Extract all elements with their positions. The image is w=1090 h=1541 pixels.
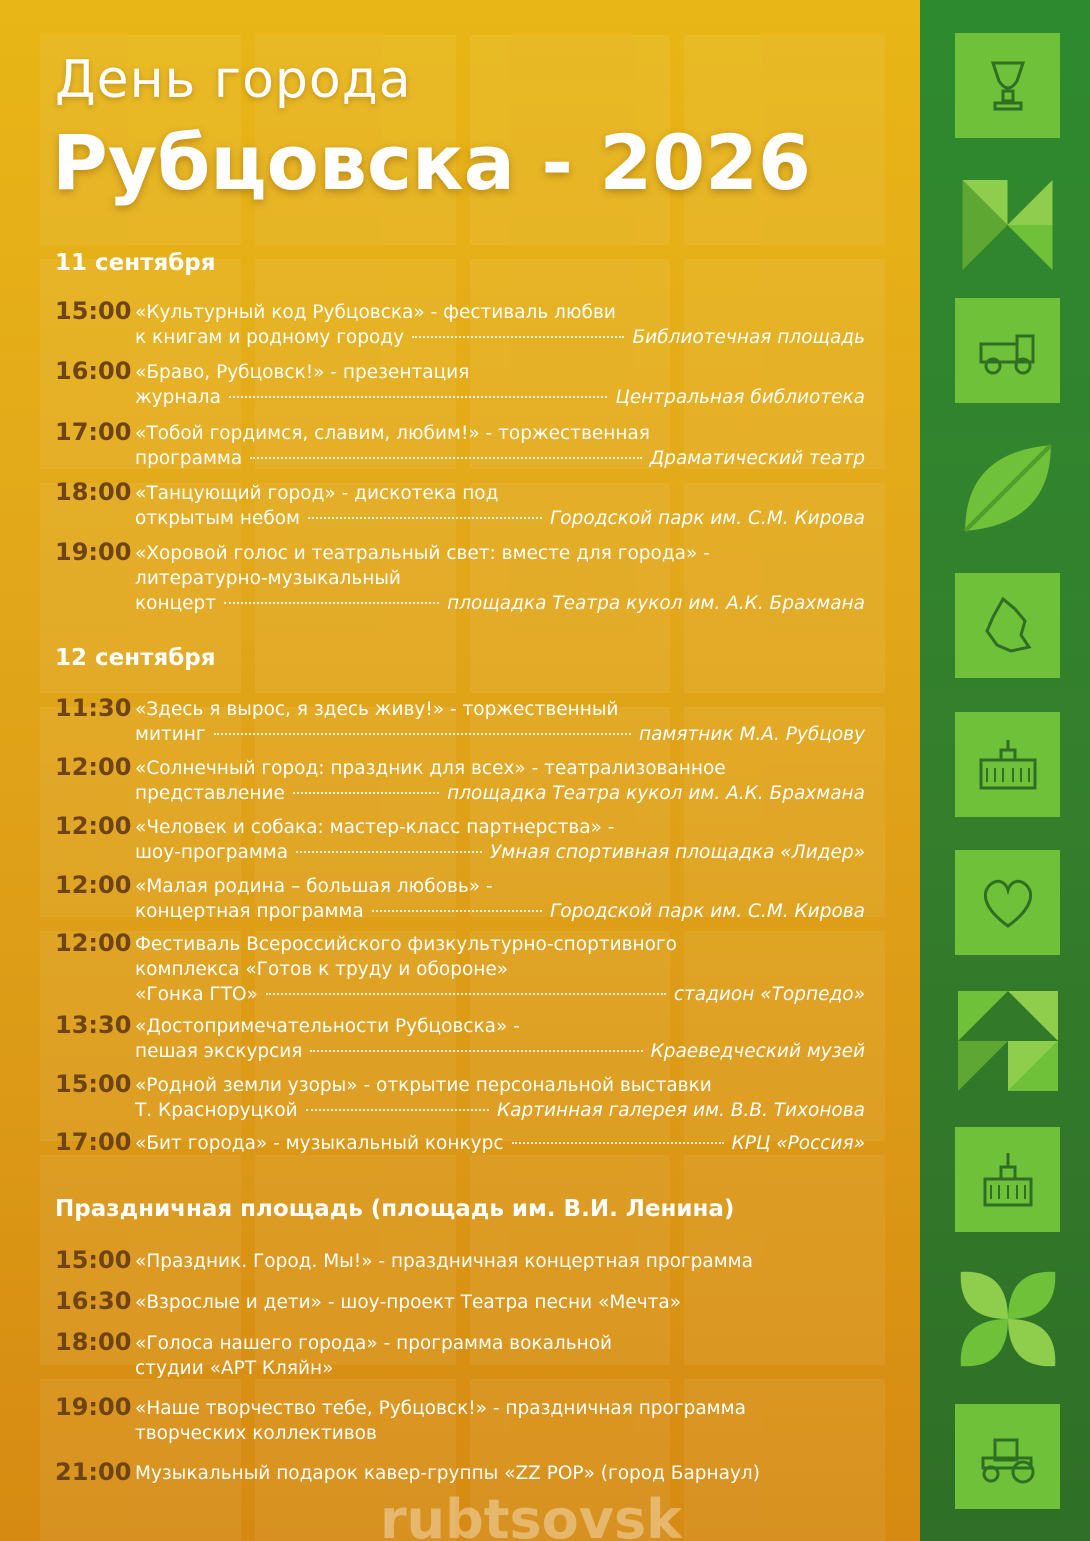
event-time: 18:00	[55, 1328, 132, 1356]
event-time: 12:00	[55, 929, 132, 957]
event-description	[135, 360, 865, 410]
event-text-line: пешая экскурсия	[135, 1041, 303, 1062]
event-text-line: «Тобой гордимся, славим, любим!» - торжественная	[135, 423, 650, 444]
event-item	[55, 1246, 865, 1274]
event-place: Библиотечная площадь	[632, 327, 865, 348]
vase-icon	[955, 33, 1060, 138]
event-text-line: литературно-музыкальный	[135, 568, 401, 589]
event-text-line: открытым небом	[135, 508, 301, 529]
event-text-line: представление	[135, 783, 285, 804]
dotted-leader	[412, 336, 624, 338]
event-time: 11:30	[55, 694, 132, 722]
section-title: 12 сентября	[55, 645, 216, 671]
dotted-leader	[250, 457, 642, 459]
event-text-line: студии «АРТ Кляйн»	[135, 1358, 334, 1379]
title-line-2: Рубцовска - 2026	[52, 118, 811, 207]
event-item	[55, 1287, 865, 1315]
event-time: 12:00	[55, 871, 132, 899]
event-item	[55, 538, 865, 616]
event-place: Драматический театр	[649, 448, 865, 469]
section-title: Праздничная площадь (площадь им. В.И. Ленина)	[55, 1196, 735, 1222]
event-item	[55, 1458, 865, 1486]
dotted-leader	[266, 993, 666, 995]
event-text-line: «Родной земли узоры» - открытие персональной выставки	[135, 1075, 712, 1096]
event-item	[55, 929, 865, 1007]
event-text-line: митинг	[135, 724, 206, 745]
dotted-leader	[229, 396, 608, 398]
event-description	[135, 300, 865, 350]
event-time: 19:00	[55, 538, 132, 566]
event-text-line: Музыкальный подарок кавер-группы «ZZ POP» (город Барнаул)	[135, 1463, 760, 1484]
event-text-line: концерт	[135, 593, 217, 614]
event-time: 21:00	[55, 1458, 132, 1486]
four-petals-icon	[955, 1266, 1060, 1371]
event-text-line: концертная программа	[135, 901, 364, 922]
event-place: Городской парк им. С.М. Кирова	[550, 901, 865, 922]
event-description	[135, 421, 865, 471]
event-item	[55, 1393, 865, 1446]
event-place: КРЦ «Россия»	[731, 1133, 865, 1154]
event-description	[135, 1073, 865, 1123]
tractor-icon	[955, 1404, 1060, 1509]
event-time: 15:00	[55, 1070, 132, 1098]
event-text-line: «Достопримечательности Рубцовска» -	[135, 1016, 520, 1037]
event-place: Центральная библиотека	[615, 387, 865, 408]
building-icon	[955, 712, 1060, 817]
dotted-leader	[306, 1109, 489, 1111]
event-place: площадка Театра кукол им. А.К. Брахмана	[447, 593, 865, 614]
dotted-leader	[296, 851, 482, 853]
event-description	[135, 874, 865, 924]
event-time: 17:00	[55, 1128, 132, 1156]
event-item	[55, 297, 865, 350]
event-description	[135, 697, 865, 747]
event-place: Краеведческий музей	[650, 1041, 865, 1062]
event-item	[55, 1128, 865, 1156]
leaf-icon	[955, 435, 1060, 540]
event-time: 19:00	[55, 1393, 132, 1421]
event-description	[135, 1014, 865, 1064]
sidebar	[920, 0, 1090, 1541]
dotted-leader	[310, 1050, 642, 1052]
triangles-icon	[955, 988, 1060, 1093]
event-description	[135, 1131, 865, 1156]
event-text-line: Фестиваль Всероссийского физкультурно-спортивного	[135, 934, 677, 955]
event-place: Картинная галерея им. В.В. Тихонова	[497, 1100, 865, 1121]
event-description	[135, 1290, 865, 1315]
region-map-icon	[955, 573, 1060, 678]
dotted-leader	[214, 733, 631, 735]
section-title: 11 сентября	[55, 250, 216, 276]
event-text-line: «Взрослые и дети» - шоу-проект Театра песни «Мечта»	[135, 1292, 682, 1313]
event-text-line: творческих коллективов	[135, 1423, 377, 1444]
event-item	[55, 1011, 865, 1064]
event-text-line: «Праздник. Город. Мы!» - праздничная концертная программа	[135, 1251, 753, 1272]
k-letter-icon	[955, 172, 1060, 277]
event-item	[55, 812, 865, 865]
event-time: 16:00	[55, 357, 132, 385]
event-text-line: «Хоровой голос и театральный свет: вместе для города» -	[135, 543, 710, 564]
dotted-leader	[293, 792, 439, 794]
event-item	[55, 1328, 865, 1381]
event-time: 15:00	[55, 1246, 132, 1274]
event-text-line: журнала	[135, 387, 221, 408]
dotted-leader	[372, 910, 542, 912]
event-description	[135, 932, 865, 1007]
event-item	[55, 418, 865, 471]
event-description	[135, 481, 865, 531]
event-item	[55, 753, 865, 806]
event-text-line: «Наше творчество тебе, Рубцовск!» - праздничная программа	[135, 1398, 746, 1419]
event-item	[55, 871, 865, 924]
dotted-leader	[224, 602, 439, 604]
event-text-line: «Солнечный город: праздник для всех» - театрализованное	[135, 758, 726, 779]
event-text-line: комплекса «Готов к труду и обороне»	[135, 959, 509, 980]
heart-icon	[955, 850, 1060, 955]
event-item	[55, 694, 865, 747]
event-place: Городской парк им. С.М. Кирова	[550, 508, 865, 529]
event-description	[135, 1249, 865, 1274]
event-text-line: программа	[135, 448, 243, 469]
event-item	[55, 478, 865, 531]
dotted-leader	[308, 517, 542, 519]
event-description	[135, 1461, 865, 1486]
event-description	[135, 756, 865, 806]
event-text-line: «Человек и собака: мастер-класс партнерства» -	[135, 817, 615, 838]
event-time: 15:00	[55, 297, 132, 325]
event-text-line: Т. Красноруцкой	[135, 1100, 298, 1121]
event-text-line: «Культурный код Рубцовска» - фестиваль любви	[135, 302, 616, 323]
event-text-line: «Браво, Рубцовск!» - презентация	[135, 362, 470, 383]
event-place: площадка Театра кукол им. А.К. Брахмана	[447, 783, 865, 804]
tower-building-icon	[955, 1127, 1060, 1232]
event-text-line: «Гонка ГТО»	[135, 984, 258, 1005]
combine-harvester-icon	[955, 298, 1060, 403]
event-text-line: «Голоса нашего города» - программа вокальной	[135, 1333, 613, 1354]
event-text-line: шоу-программа	[135, 842, 289, 863]
dotted-leader	[512, 1142, 724, 1144]
event-time: 18:00	[55, 478, 132, 506]
event-text-line: «Танцующий город» - дискотека под	[135, 483, 499, 504]
event-description	[135, 541, 865, 616]
event-text-line: к книгам и родному городу	[135, 327, 405, 348]
watermark: rubtsovsk	[380, 1488, 683, 1541]
event-place: памятник М.А. Рубцову	[638, 724, 865, 745]
event-description	[135, 1331, 865, 1381]
title-line-1: День города	[55, 50, 412, 110]
event-description	[135, 815, 865, 865]
event-time: 12:00	[55, 753, 132, 781]
event-time: 12:00	[55, 812, 132, 840]
event-time: 16:30	[55, 1287, 132, 1315]
event-time: 13:30	[55, 1011, 132, 1039]
event-item	[55, 357, 865, 410]
event-text-line: «Малая родина – большая любовь» -	[135, 876, 493, 897]
event-time: 17:00	[55, 418, 132, 446]
event-place: Умная спортивная площадка «Лидер»	[489, 842, 865, 863]
event-description	[135, 1396, 865, 1446]
event-text-line: «Бит города» - музыкальный конкурс	[135, 1133, 504, 1154]
event-place: стадион «Торпедо»	[673, 984, 865, 1005]
event-text-line: «Здесь я вырос, я здесь живу!» - торжественный	[135, 699, 619, 720]
event-item	[55, 1070, 865, 1123]
